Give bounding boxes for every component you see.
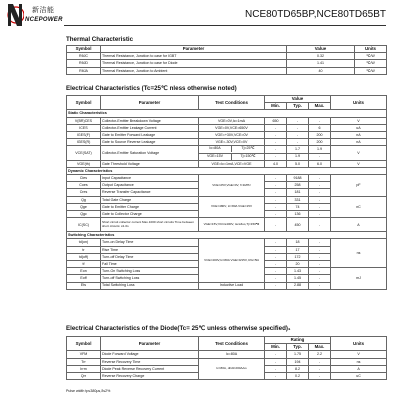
unit-cell: A [331,365,387,372]
condition-temp-25: Tj=25℃ [241,146,255,151]
symbol-cell: VCE(SAT) [67,146,101,160]
parameter-cell: Rise Time [101,246,199,253]
symbol-cell: td(off) [67,253,101,260]
typ-cell: 1.45 [287,275,309,282]
typ-cell: 9188 [287,175,309,182]
symbol-cell: RθJC [67,53,101,60]
value-cell: 0.32 [287,53,355,60]
part-number: NCE80TD65BP,NCE80TD65BT [245,9,386,20]
typ-cell: 1.7 [287,146,309,153]
max-cell: - [309,275,331,282]
parameter-cell: Gate to Collector Charge [101,211,199,218]
min-cell: - [265,372,287,379]
parameter-cell: Thermal Resistance, Junction to Ambient [101,67,287,74]
symbol-cell: IGES(R) [67,139,101,146]
unit-cell: ℃/W [355,53,387,60]
max-cell: 200 [309,131,331,138]
unit-cell: nA [331,139,387,146]
symbol-cell: Eoff [67,275,101,282]
min-cell: - [265,218,287,232]
symbol-cell: Ets [67,282,101,289]
logo-chinese-name: 新洁能 [32,6,55,14]
typ-cell: 450 [287,218,309,232]
pulse-width-note: Pulse width tp≤380μs,δ≤2% [66,389,111,393]
symbol-cell: VGE(th) [67,160,101,167]
header-parameter: Parameter [101,96,199,110]
symbol-cell: Cies [67,175,101,182]
max-cell: 2.2 [309,351,331,358]
symbol-cell: Coes [67,182,101,189]
electrical-table [66,95,387,290]
header-value: Value [287,46,355,53]
max-cell: - [309,189,331,196]
typ-cell: 1.9 [287,153,309,160]
typ-cell: 20 [287,260,309,267]
max-cell: - [309,358,331,365]
parameter-cell: Gate Threshold Voltage [101,160,199,167]
header-max: Max. [309,103,331,110]
typ-cell: 5.0 [287,160,309,167]
unit-cell: pF [331,175,387,197]
condition-cell: VGE=-30V,VCE=0V [199,139,265,146]
condition-gate-voltage: VGE=15V [199,154,232,160]
table-row [67,146,387,153]
condition-cell: VGE=0V,Ic=1mA [199,117,265,124]
min-cell: - [265,365,287,372]
symbol-cell: IC(SC) [67,218,101,232]
typ-cell: 17 [287,246,309,253]
typ-cell: 1.75 [287,351,309,358]
parameter-cell: Reverse Recovery Time [101,358,199,365]
thermal-header-row [67,46,387,53]
unit-cell: V [331,117,387,124]
header-units: Units [355,46,387,53]
parameter-cell: Diode Forward Voltage [101,351,199,358]
parameter-cell: Collector-Emitter Breakdown Voltage [101,117,199,124]
condition-cell: VCE=25V,VGE=0V, f=1MHz [199,175,265,197]
condition-current: Ic=80A [199,146,232,152]
typ-cell: 2.88 [287,282,309,289]
typ-cell: 1.43 [287,268,309,275]
header-parameter: Parameter [101,46,287,53]
condition-cell: Ic=80A [199,351,265,358]
max-cell: - [309,239,331,246]
condition-cell [199,153,265,160]
max-cell: - [309,211,331,218]
value-cell: 40 [287,67,355,74]
header-units: Units [331,337,387,351]
group-switching: Switching Characteristics [67,232,387,239]
table-row [67,117,387,124]
max-cell: - [309,203,331,210]
header-rating: Rating [265,337,331,344]
typ-cell: 172 [287,253,309,260]
unit-cell: ns [331,239,387,268]
max-cell: - [309,365,331,372]
header-max: Max. [309,344,331,351]
typ-cell: 0.2 [287,372,309,379]
group-row [67,167,387,174]
electrical-header-row [67,96,387,103]
min-cell: - [265,358,287,365]
min-cell: - [265,211,287,218]
parameter-cell: Gate to Emitter Forward Leakage [101,131,199,138]
min-cell: 650 [265,117,287,124]
group-dynamic: Dynamic Characteristics [67,167,387,174]
header-conditions: Test Conditions [199,96,265,110]
condition-cell: VGE=+30V,VCE=0V [199,131,265,138]
symbol-cell: RθJA [67,67,101,74]
parameter-cell: Gate to Emitter Charge [101,203,199,210]
parameter-cell: Total Switching Loss [101,282,199,289]
condition-cell: VCE=400V,Ic=80A VGE=0/15V, RG=5Ω [199,239,265,282]
min-cell: - [265,189,287,196]
table-row [67,160,387,167]
parameter-cell: Turn-off Delay Time [101,253,199,260]
symbol-cell: IGES(F) [67,131,101,138]
condition-temp-150: Tj=150℃ [240,153,256,158]
min-cell: - [265,124,287,131]
unit-cell: V [331,146,387,160]
typ-cell: 194 [287,358,309,365]
max-cell: 200 [309,139,331,146]
parameter-cell: Collector-Emitter Saturation Voltage [101,146,199,160]
table-row [67,53,387,60]
parameter-cell: Turn-On Switching Loss [101,268,199,275]
min-cell: 4.0 [265,160,287,167]
min-cell: - [265,182,287,189]
symbol-cell: VFM [67,351,101,358]
min-cell: - [265,275,287,282]
header-min: Min. [265,344,287,351]
min-cell: - [265,175,287,182]
symbol-cell: Qrr [67,372,101,379]
symbol-cell: Cres [67,189,101,196]
ncepower-logo-icon [6,2,24,28]
typ-cell: 18 [287,239,309,246]
unit-cell: nA [331,131,387,138]
table-row [67,67,387,74]
typ-cell: 136 [287,211,309,218]
header-symbol: Symbol [67,337,101,351]
diode-header-row [67,337,387,344]
table-row [67,124,387,131]
max-cell: - [309,182,331,189]
parameter-cell: Reverse Recovery Charge [101,372,199,379]
parameter-cell: Input Capacitance [101,175,199,182]
symbol-cell: Irrm [67,365,101,372]
typ-cell: - [287,124,309,131]
max-cell: - [309,218,331,232]
table-row [67,131,387,138]
parameter-cell: Fall Time [101,260,199,267]
min-cell: - [265,239,287,246]
thermal-table [66,45,387,75]
table-row [67,358,387,365]
group-row [67,232,387,239]
symbol-cell: Qge [67,203,101,210]
symbol-cell: Qg [67,196,101,203]
typ-cell: - [287,131,309,138]
min-cell: - [265,131,287,138]
min-cell: - [265,139,287,146]
symbol-cell: Trr [67,358,101,365]
unit-cell: ns [331,358,387,365]
table-row [67,218,387,232]
symbol-cell: RθJD [67,60,101,67]
parameter-cell: Output Capacitance [101,182,199,189]
min-cell: - [265,196,287,203]
symbol-cell: tf [67,260,101,267]
max-cell: - [309,196,331,203]
header-divider [64,25,386,26]
min-cell: - [265,203,287,210]
max-cell: - [309,282,331,289]
typ-cell: 8.2 [287,365,309,372]
diode-section-title: Electrical Characteristics of the Diode(Tc= 25℃ unless otherwise specified)₁ [66,325,291,332]
table-row [67,239,387,246]
condition-cell: VCE=480V, Ic=80A VGE=15V [199,196,265,218]
condition-cell [199,146,265,153]
thermal-section-title: Thermal Characteristic [66,36,134,43]
parameter-cell: Turn-off Switching Loss [101,275,199,282]
condition-cell: VGE=0V,VCE=650V [199,124,265,131]
diode-table [66,336,387,380]
parameter-cell: Turn-on Delay Time [101,239,199,246]
inductive-load-cell: Inductive Load [199,282,265,289]
condition-cell: VGE=15V,VCC≤400V, tsc≤3us,Tj=150℃ [199,218,265,232]
unit-cell: ℃/W [355,60,387,67]
typ-cell: 74 [287,203,309,210]
typ-cell: 331 [287,196,309,203]
unit-cell: V [331,351,387,358]
condition-cell: Ic=80A, di/dt=200A/us [199,358,265,380]
table-row [67,196,387,203]
unit-cell: V [331,160,387,167]
max-cell: - [309,372,331,379]
min-cell: - [265,282,287,289]
typ-cell: - [287,139,309,146]
table-row [67,139,387,146]
header-conditions: Test Conditions [199,337,265,351]
min-cell: - [265,153,287,160]
group-row [67,110,387,117]
header-min: Min. [265,103,287,110]
min-cell: - [265,146,287,153]
condition-cell: VGE=Ic=1mA,VCE=VGE [199,160,265,167]
unit-cell: A [331,218,387,232]
symbol-cell: Eon [67,268,101,275]
parameter-cell: Short circuit collector current Max.1000 short circuits Time between short circuits: ≥1.0s [101,218,199,232]
min-cell: - [265,260,287,267]
max-cell: - [309,117,331,124]
header-typ: Typ. [287,103,309,110]
symbol-cell: Qgc [67,211,101,218]
unit-cell: mJ [331,268,387,290]
max-cell: - [309,153,331,160]
typ-cell: - [287,117,309,124]
symbol-cell: td(on) [67,239,101,246]
max-cell: 6.0 [309,160,331,167]
logo-english-name: NCEPOWER [25,17,63,23]
typ-cell: 181 [287,189,309,196]
symbol-cell: V(BR)CES [67,117,101,124]
table-row [67,60,387,67]
max-cell: - [309,260,331,267]
min-cell: - [265,253,287,260]
max-cell: 1.9 [309,146,331,153]
header-value: Value [265,96,331,103]
unit-cell: ℃/W [355,67,387,74]
header-symbol: Symbol [67,96,101,110]
max-cell: - [309,246,331,253]
symbol-cell: ICES [67,124,101,131]
min-cell: - [265,351,287,358]
min-cell: - [265,246,287,253]
parameter-cell: Thermal Resistance, Junction to case for Diode [101,60,287,67]
parameter-cell: Total Gate Charge [101,196,199,203]
header-parameter: Parameter [101,337,199,351]
max-cell: - [309,175,331,182]
table-row [67,175,387,182]
parameter-cell: Collector-Emitter Leakage Current [101,124,199,131]
header-symbol: Symbol [67,46,101,53]
max-cell: - [309,253,331,260]
parameter-cell: Diode Peak Reverse Recovery Current [101,365,199,372]
unit-cell: nC [331,196,387,218]
electrical-section-title: Electrical Characteristics (Tc=25℃ nless otherwise noted) [66,85,237,92]
symbol-cell: tr [67,246,101,253]
parameter-cell: Thermal Resistance, Junction to case for IGBT [101,53,287,60]
max-cell: - [309,268,331,275]
unit-cell: uA [331,124,387,131]
value-cell: 1.41 [287,60,355,67]
table-row [67,351,387,358]
min-cell: - [265,268,287,275]
unit-cell: uC [331,372,387,379]
header-units: Units [331,96,387,110]
parameter-cell: Gate to Source Reverse Leakage [101,139,199,146]
header-typ: Typ. [287,344,309,351]
max-cell: 6 [309,124,331,131]
group-static: Static Characteristics [67,110,387,117]
typ-cell: 258 [287,182,309,189]
parameter-cell: Reverse Transfer Capacitance [101,189,199,196]
